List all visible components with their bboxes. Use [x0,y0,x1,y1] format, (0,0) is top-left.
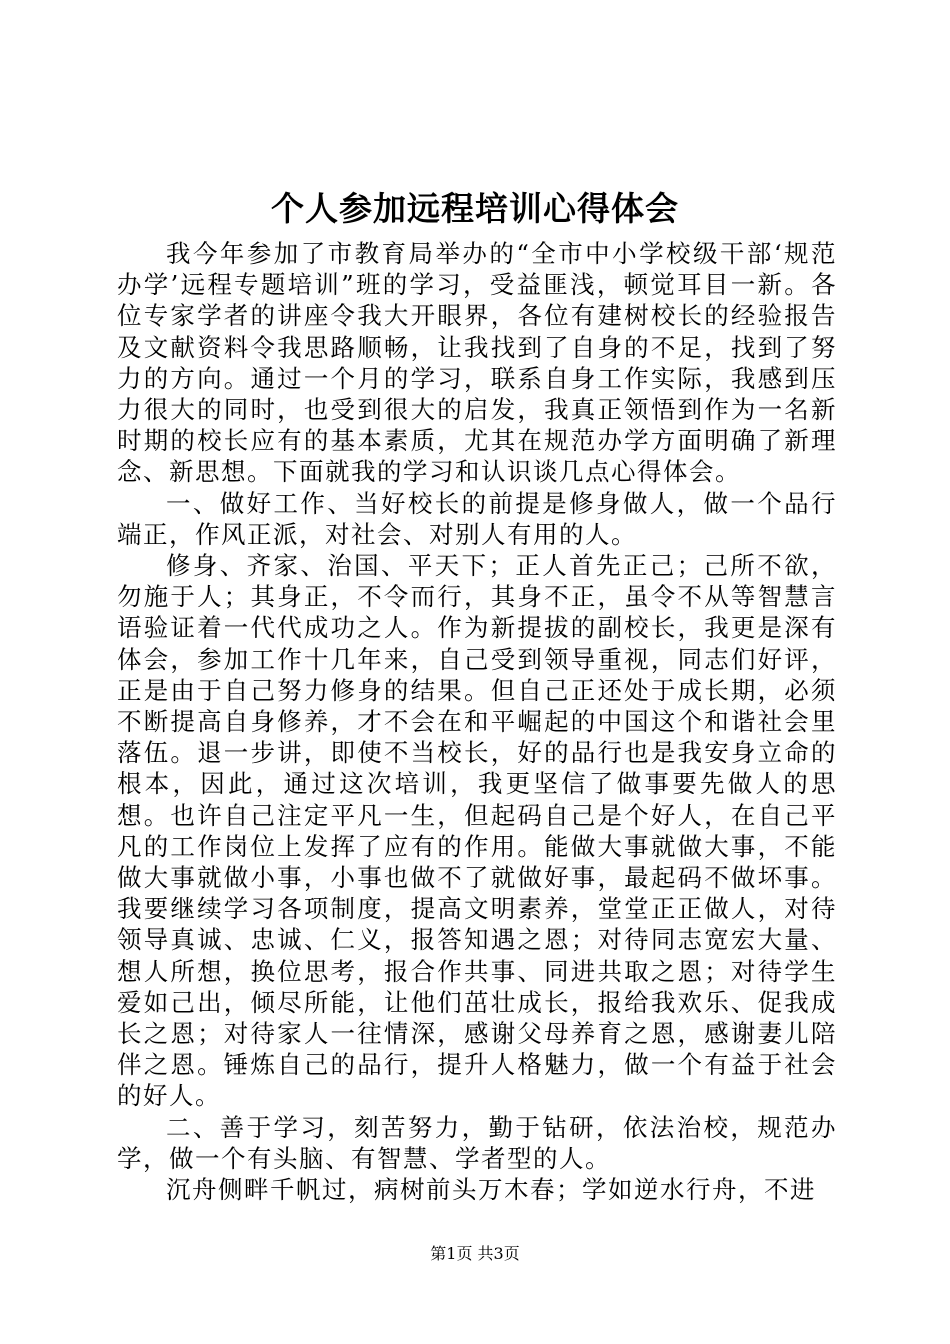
paragraph: 沉舟侧畔千帆过，病树前头万木春；学如逆水行舟，不进 [166,1175,816,1205]
paragraph: 一、做好工作、当好校长的前提是修身做人，做一个品行端正，作风正派，对社会、对别人有用的人。 [117,488,837,549]
page-footer: 第1页 共3页 [430,1244,520,1263]
document-body [117,238,837,1205]
paragraph: 修身、齐家、治国、平天下；正人首先正己；己所不欲，勿施于人；其身正，不令而行，其身不正，虽令不从等智慧言语验证着一代代成功之人。作为新提拔的副校长，我更是深有体会，参加工作十几年来，自己受到领导重视，同志们好评，正是由于自己努力修身的结果。但自己正还处于成长期，必须不断提高自身修养，才不会在和平崛起的中国这个和谐社会里落伍。退一步讲，即使不当校长，好的品行也是我安身立命的根本，因此，通过这次培训，我更坚信了做事要先做人的思想。也许自己注定平凡一生，但起码自己是个好人，在自己平凡的工作岗位上发挥了应有的作用。能做大事就做大事，不能做大事就做小事，小事也做不了就做好事，最起码不做坏事。我要继续学习各项制度，提高文明素养，堂堂正正做人，对待领导真诚、忠诚、仁义，报答知遇之恩；对待同志宽宏大量、想人所想，换位思考，报合作共事、同进共取之恩；对待学生爱如己出，倾尽所能，让他们茁壮成长，报给我欢乐、促我成长之恩；对待家人一往情深，感谢父母养育之恩，感谢妻儿陪伴之恩。锤炼自己的品行，提升人格魅力，做一个有益于社会的好人。 [117,551,837,1111]
paragraph: 二、善于学习，刻苦努力，勤于钻研，依法治校，规范办学，做一个有头脑、有智慧、学者型的人。 [117,1112,837,1173]
document-title: 个人参加远程培训心得体会 [271,189,679,228]
paragraph: 我今年参加了市教育局举办的“全市中小学校级干部‘规范办学’远程专题培训”班的学习，受益匪浅，顿觉耳目一新。各位专家学者的讲座令我大开眼界，各位有建树校长的经验报告及文献资料令我思路顺畅，让我找到了自身的不足，找到了努力的方向。通过一个月的学习，联系自身工作实际，我感到压力很大的同时，也受到很大的启发，我真正领悟到作为一名新时期的校长应有的基本素质，尤其在规范办学方面明确了新理念、新思想。下面就我的学习和认识谈几点心得体会。 [117,239,837,487]
